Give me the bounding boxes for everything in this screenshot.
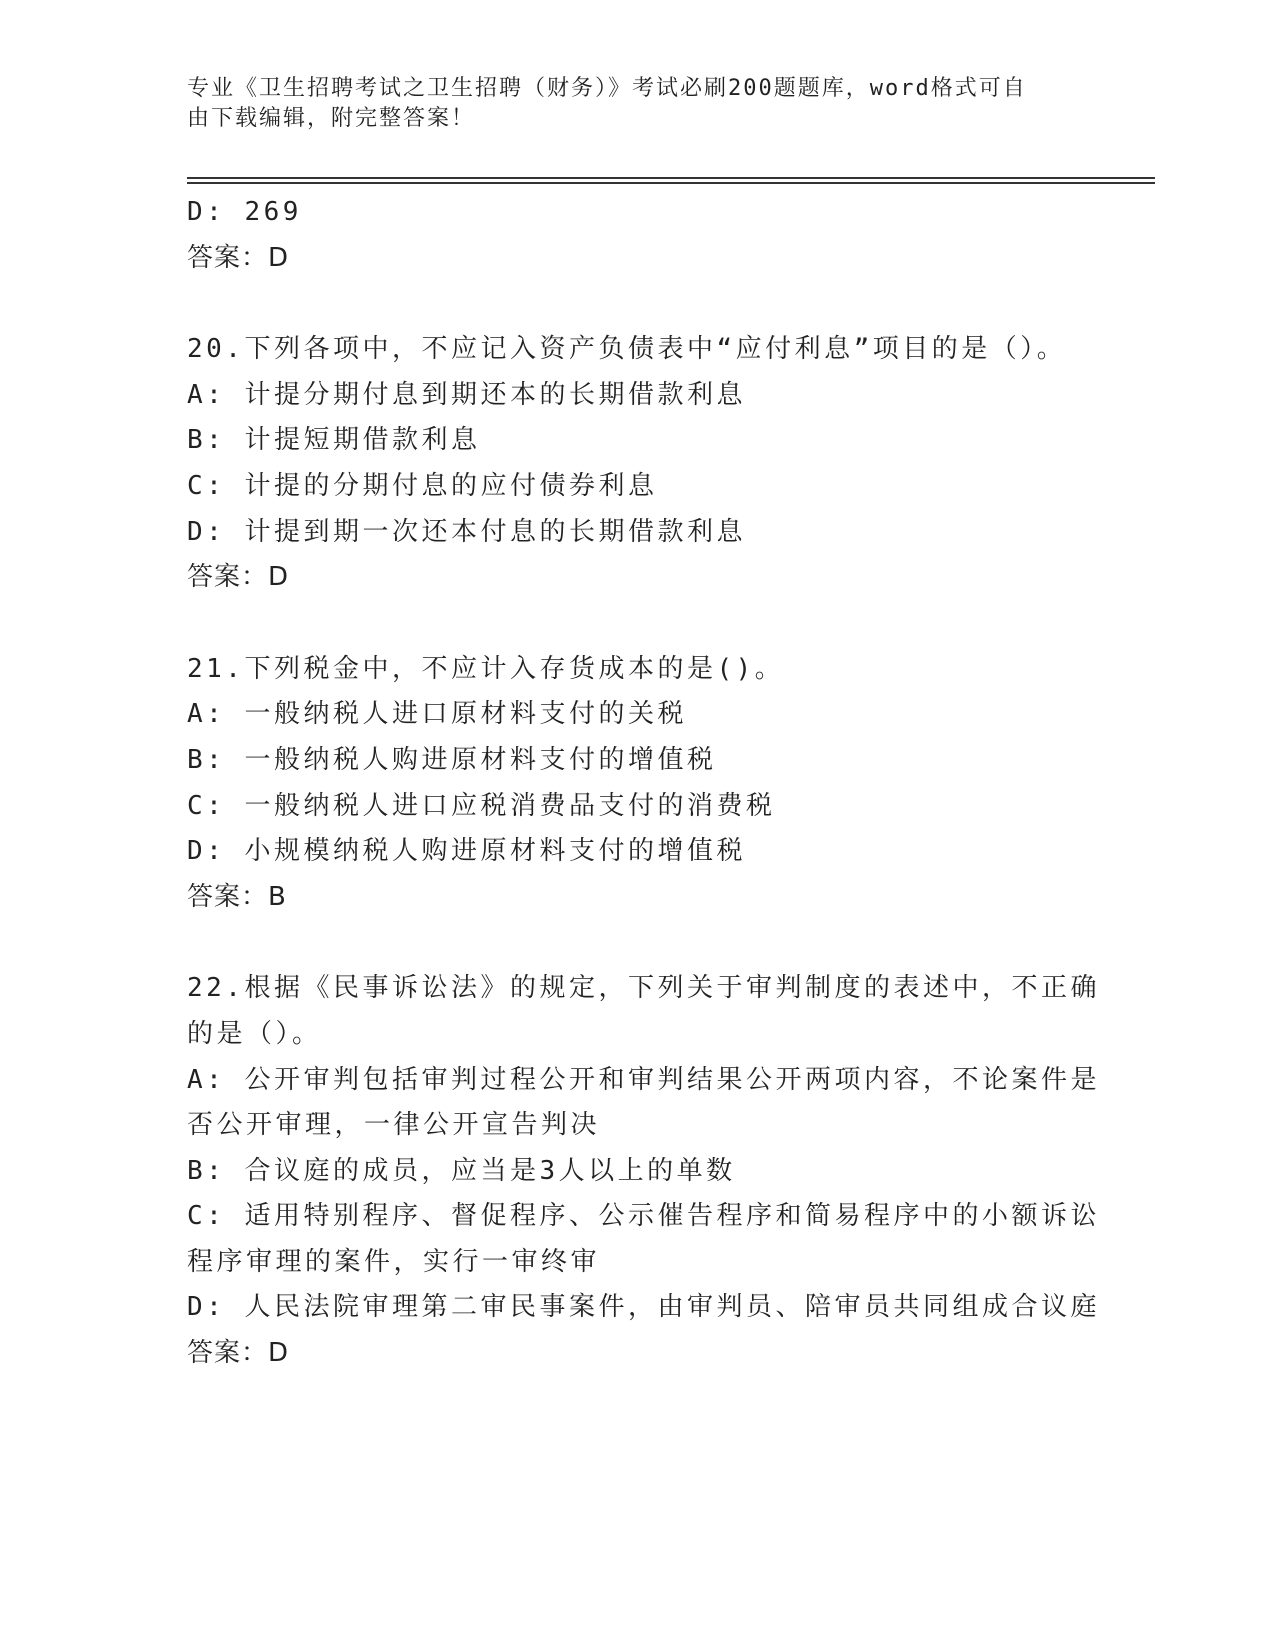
question-stem-line-2: 的是（）。: [187, 1018, 322, 1049]
header-title-line-1: 专业《卫生招聘考试之卫生招聘（财务）》考试必刷200题题库，word格式可自: [187, 76, 1027, 101]
answer: 答案：B: [187, 881, 287, 912]
option-a: A: 一般纳税人进口原材料支付的关税: [187, 699, 687, 730]
question-21: [187, 647, 1107, 921]
document-header: [187, 74, 1087, 134]
option-b: B: 一般纳税人购进原材料支付的增值税: [187, 744, 717, 775]
option-d: D: 小规模纳税人购进原材料支付的增值税: [187, 836, 746, 867]
answer: 答案：D: [187, 1338, 290, 1369]
question-20: [187, 327, 1107, 601]
question-19-tail: [187, 190, 1107, 281]
spacer: [187, 601, 1107, 647]
option-c-line-2: 程序审理的案件，实行一审终审: [187, 1246, 601, 1277]
option-a: A: 计提分期付息到期还本的长期借款利息: [187, 379, 746, 410]
question-22: [187, 966, 1107, 1376]
option-c: C: 计提的分期付息的应付债券利息: [187, 470, 658, 501]
question-stem-line-1: 22.根据《民事诉讼法》的规定，下列关于审判制度的表述中，不正确: [187, 973, 1100, 1004]
option-a-line-1: A: 公开审判包括审判过程公开和审判结果公开两项内容，不论案件是: [187, 1064, 1100, 1095]
option-d: D: 人民法院审理第二审民事案件，由审判员、陪审员共同组成合议庭: [187, 1292, 1100, 1323]
option-b: B: 合议庭的成员，应当是3人以上的单数: [187, 1155, 736, 1186]
option-b: B: 计提短期借款利息: [187, 425, 481, 456]
option-c: C: 一般纳税人进口应税消费品支付的消费税: [187, 790, 776, 821]
header-title-line-2: 由下载编辑，附完整答案！: [187, 106, 476, 131]
question-stem: 20.下列各项中，不应记入资产负债表中“应付利息”项目的是（）。: [187, 334, 1067, 365]
option-c-line-1: C: 适用特别程序、督促程序、公示催告程序和简易程序中的小额诉讼: [187, 1201, 1100, 1232]
question-stem: 21.下列税金中，不应计入存货成本的是()。: [187, 653, 785, 684]
header-divider-top: [187, 177, 1155, 179]
spacer: [187, 281, 1107, 327]
answer: 答案：D: [187, 562, 290, 593]
option-d: D: 计提到期一次还本付息的长期借款利息: [187, 516, 746, 547]
option-d: D: 269: [187, 197, 302, 227]
header-divider-bottom: [187, 182, 1155, 184]
question-list: [187, 190, 1107, 1377]
spacer: [187, 920, 1107, 966]
answer: 答案：D: [187, 242, 290, 273]
option-a-line-2: 否公开审理，一律公开宣告判决: [187, 1110, 601, 1141]
